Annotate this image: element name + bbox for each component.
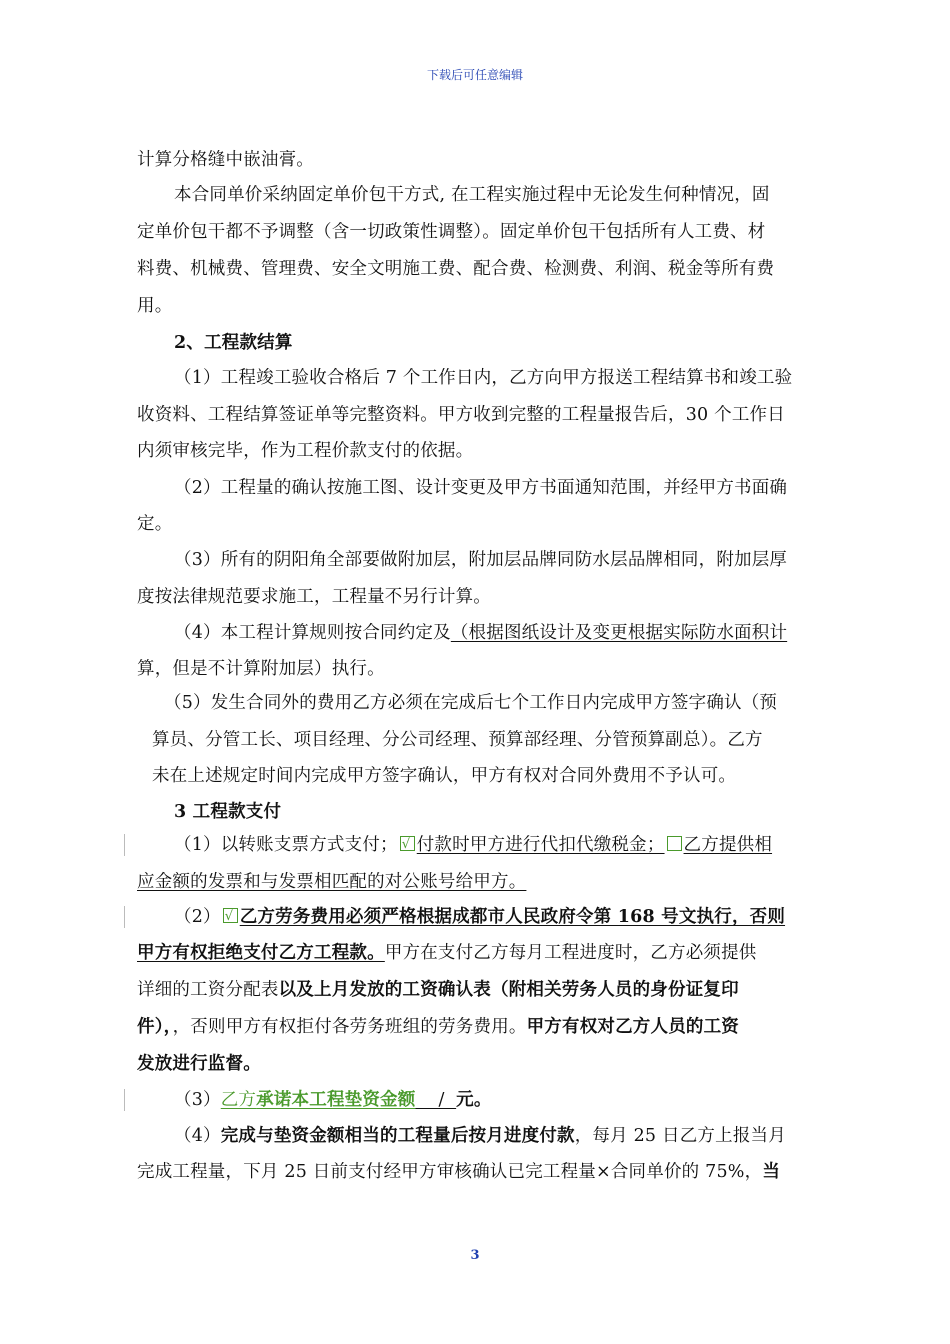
- paragraph-line: （1）工程竣工验收合格后 7 个工作日内，乙方向甲方报送工程结算书和竣工验: [174, 368, 793, 388]
- paragraph-line: [174, 833, 772, 857]
- underlined-text: 付款时甲方进行代扣代缴税金；: [416, 835, 665, 855]
- paragraph-line: 计算分格缝中嵌油膏。: [137, 150, 314, 170]
- bold-text: 以及上月发放的工资确认表（附相关劳务人员的身份证复印: [278, 980, 739, 1000]
- paragraph-line: （2）工程量的确认按施工图、设计变更及甲方书面通知范围，并经甲方书面确: [174, 478, 788, 498]
- paragraph-line: 本合同单价采纳固定单价包干方式, 在工程实施过程中无论发生何种情况，固: [174, 185, 770, 205]
- inserted-text: 乙方: [220, 1090, 257, 1110]
- paragraph-line: [174, 621, 787, 645]
- bold-text: 元。: [456, 1090, 492, 1110]
- paragraph-line: [174, 905, 785, 929]
- text-run: （1）以转账支票方式支付；: [174, 835, 398, 855]
- bold-underlined-text: 甲方有权拒绝支付乙方工程款。: [137, 943, 385, 963]
- checkbox-checked-icon[interactable]: √: [223, 908, 238, 923]
- revision-mark: [124, 906, 125, 928]
- paragraph-line: 度按法律规范要求施工，工程量不另行计算。: [137, 587, 491, 607]
- section-heading: 3 工程款支付: [174, 802, 282, 822]
- bold-text: 完成与垫资金额相当的工程量后按月进度付款: [220, 1126, 575, 1146]
- page-header: 下载后可任意编辑: [426, 68, 523, 82]
- bold-text: 件），: [137, 1017, 173, 1037]
- text-run: ，否则甲方有权拒付各劳务班组的劳务费用。: [172, 1017, 527, 1037]
- paragraph-line: 收资料、工程结算签证单等完整资料。甲方收到完整的工程量报告后，30 个工作日: [137, 405, 785, 425]
- section-heading: 2、工程款结算: [174, 333, 293, 353]
- text-run: （2）: [174, 907, 221, 927]
- text-run: 完成工程量，下月 25 日前支付经甲方审核确认已完工程量×合同单价的 75%，: [137, 1162, 763, 1182]
- paragraph-line: 算，但是不计算附加层）执行。: [137, 659, 385, 679]
- text-run: ，每月 25 日乙方上报当月: [574, 1126, 786, 1146]
- text-run: （3）: [174, 1090, 221, 1110]
- underlined-text: （根据图纸设计及变更根据实际防水面积计: [450, 623, 788, 643]
- paragraph-line: [174, 1124, 786, 1148]
- underlined-text: 乙方提供相: [683, 835, 773, 855]
- paragraph-line: （3）所有的阴阳角全部要做附加层，附加层品牌同防水层品牌相同，附加层厚: [174, 550, 788, 570]
- paragraph-line: 内须审核完毕，作为工程价款支付的依据。: [137, 441, 474, 461]
- paragraph-line: 用。: [137, 296, 173, 316]
- paragraph-line: （5）发生合同外的费用乙方必须在完成后七个工作日内完成甲方签字确认（预: [164, 693, 778, 713]
- paragraph-line: [174, 1088, 492, 1112]
- paragraph-line: 定单价包干都不予调整（含一切政策性调整）。固定单价包干包括所有人工费、材: [137, 222, 766, 242]
- text-run: （4）: [174, 1126, 221, 1146]
- bold-text: 甲方有权对乙方人员的工资: [526, 1017, 740, 1037]
- paragraph-line: [137, 978, 739, 1002]
- paragraph-line: [137, 1015, 739, 1039]
- page-number: 3: [470, 1248, 480, 1263]
- paragraph-line: 定。: [137, 514, 173, 534]
- paragraph-line: [137, 941, 757, 965]
- revision-mark: [124, 1089, 125, 1111]
- checkbox-checked-icon[interactable]: √: [400, 836, 415, 851]
- text-run: 详细的工资分配表: [137, 980, 279, 1000]
- checkbox-empty-icon[interactable]: [667, 836, 682, 851]
- revision-mark: [124, 834, 125, 856]
- paragraph-line: 应金额的发票和与发票相匹配的对公账号给甲方。: [137, 872, 527, 892]
- paragraph-line: 料费、机械费、管理费、安全文明施工费、配合费、检测费、利润、税金等所有费: [137, 259, 775, 279]
- bold-text: 当: [762, 1162, 781, 1182]
- amount-blank: /: [415, 1090, 457, 1110]
- text-run: 甲方在支付乙方每月工程进度时，乙方必须提供: [384, 943, 757, 963]
- paragraph-line: [137, 1160, 780, 1184]
- inserted-bold-text: 承诺本工程垫资金额: [256, 1090, 416, 1110]
- paragraph-line: 未在上述规定时间内完成甲方签字确认，甲方有权对合同外费用不予认可。: [152, 766, 737, 786]
- bold-underlined-text: 乙方劳务费用必须严格根据成都市人民政府令第 168 号文执行，否则: [239, 907, 786, 927]
- text-run: （4）本工程计算规则按合同约定及: [174, 623, 451, 643]
- paragraph-line: 算员、分管工长、项目经理、分公司经理、预算部经理、分管预算副总）。乙方: [152, 730, 763, 750]
- paragraph-line: 发放进行监督。: [137, 1054, 261, 1074]
